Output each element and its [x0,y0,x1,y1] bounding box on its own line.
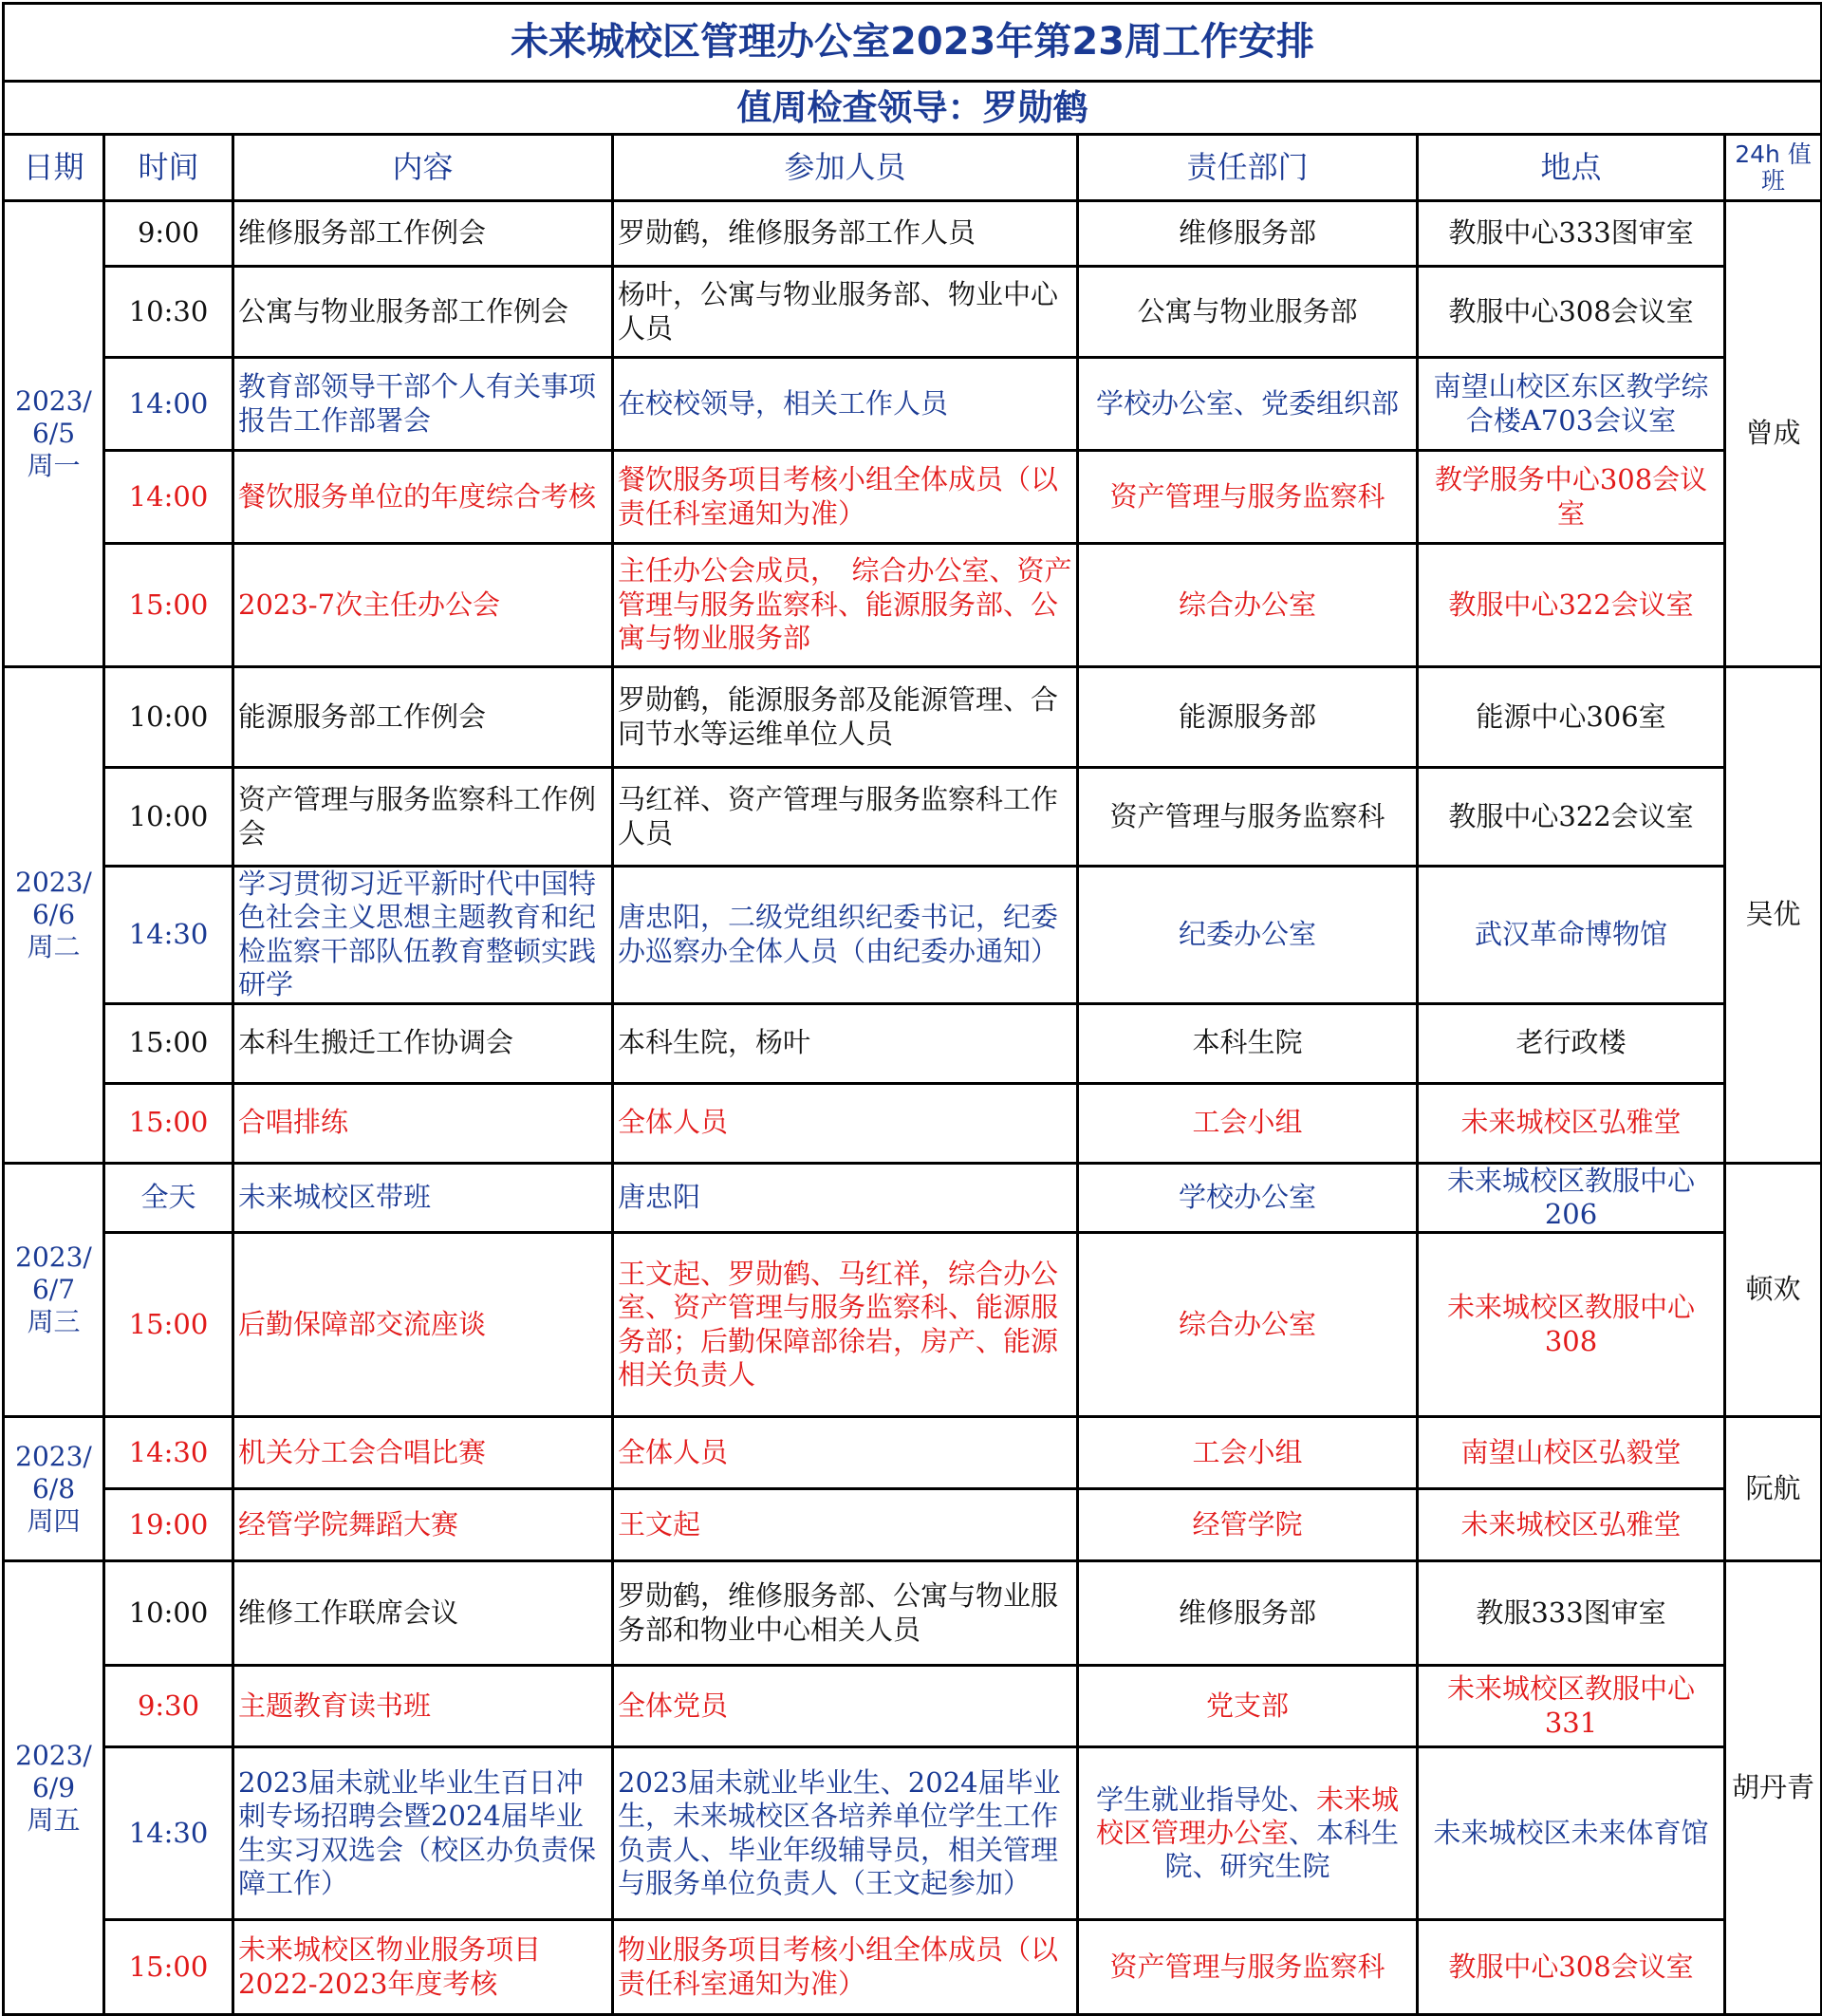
department-cell: 纪委办公室 [1078,867,1418,1004]
schedule-table [2,2,1822,2016]
content-cell: 主题教育读书班 [233,1666,613,1747]
location-cell: 教服333图审室 [1418,1561,1725,1666]
department-cell [1078,1747,1418,1920]
participants-cell: 唐忠阳，二级党组织纪委书记，纪委办巡察办全体人员（由纪委办通知） [613,867,1078,1004]
time-cell: 15:00 [104,1920,233,2015]
weekday-text: 周三 [27,1305,81,1337]
location-cell: 未来城校区未来体育馆 [1418,1747,1725,1920]
weekday-text: 周一 [27,450,81,482]
participants-cell: 餐饮服务项目考核小组全体成员（以责任科室通知为准） [613,451,1078,544]
participants-cell: 罗勋鹤，维修服务部、公寓与物业服务部和物业中心相关人员 [613,1561,1078,1666]
content-cell: 资产管理与服务监察科工作例会 [233,768,613,867]
table-row [4,1561,1822,1666]
date-cell [4,1417,104,1561]
time-cell: 9:30 [104,1666,233,1747]
department-cell: 公寓与物业服务部 [1078,267,1418,358]
department-cell: 能源服务部 [1078,667,1418,768]
department-cell: 经管学院 [1078,1489,1418,1561]
time-cell: 19:00 [104,1489,233,1561]
content-cell: 2023-7次主任办公会 [233,544,613,667]
content-cell: 本科生搬迁工作协调会 [233,1003,613,1083]
content-cell: 教育部领导干部个人有关事项报告工作部署会 [233,358,613,451]
department-part: 学生就业指导处、 [1095,1783,1316,1816]
time-cell: 10:00 [104,768,233,867]
department-cell: 工会小组 [1078,1083,1418,1163]
location-cell: 未来城校区弘雅堂 [1418,1083,1725,1163]
content-cell: 公寓与物业服务部工作例会 [233,267,613,358]
table-row [4,1003,1822,1083]
time-cell: 15:00 [104,1003,233,1083]
location-cell: 南望山校区东区教学综合楼A703会议室 [1418,358,1725,451]
table-row [4,867,1822,1004]
location-cell: 老行政楼 [1418,1003,1725,1083]
duty-person-cell: 曾成 [1725,201,1822,667]
content-cell: 未来城校区物业服务项目2022-2023年度考核 [233,1920,613,2015]
time-cell: 14:00 [104,358,233,451]
department-cell: 资产管理与服务监察科 [1078,768,1418,867]
participants-cell: 马红祥、资产管理与服务监察科工作人员 [613,768,1078,867]
weekday-text: 周四 [27,1504,81,1537]
location-cell: 教学服务中心308会议室 [1418,451,1725,544]
duty-person-cell: 胡丹青 [1725,1561,1822,2015]
date-text: 2023/6/7 [15,1241,92,1305]
time-cell: 10:30 [104,267,233,358]
content-cell: 经管学院舞蹈大赛 [233,1489,613,1561]
department-cell: 资产管理与服务监察科 [1078,451,1418,544]
time-cell: 全天 [104,1163,233,1233]
department-part: 、本科生院、研究生院 [1164,1817,1400,1883]
participants-cell: 2023届未就业毕业生、2024届毕业生，未来城校区各培养单位学生工作负责人、毕业年级辅导员，相关管理与服务单位负责人（王文起参加） [613,1747,1078,1920]
table-row [4,1417,1822,1489]
table-row [4,1233,1822,1417]
weekday-text: 周五 [27,1803,81,1836]
time-cell: 9:00 [104,201,233,267]
location-cell: 武汉革命博物馆 [1418,867,1725,1004]
department-part: 未来城校区管理办公室 [1095,1783,1400,1850]
department-cell: 工会小组 [1078,1417,1418,1489]
participants-cell: 物业服务项目考核小组全体成员（以责任科室通知为准） [613,1920,1078,2015]
location-cell: 教服中心308会议室 [1418,267,1725,358]
table-row [4,201,1822,267]
location-cell: 未来城校区教服中心206 [1418,1163,1725,1233]
time-cell: 15:00 [104,1233,233,1417]
department-cell: 维修服务部 [1078,1561,1418,1666]
department-cell: 党支部 [1078,1666,1418,1747]
content-cell: 餐饮服务单位的年度综合考核 [233,451,613,544]
date-cell [4,1163,104,1417]
time-cell: 10:00 [104,1561,233,1666]
department-cell: 综合办公室 [1078,544,1418,667]
table-row [4,1489,1822,1561]
table-row [4,1666,1822,1747]
duty-person-cell: 顿欢 [1725,1163,1822,1417]
department-cell: 学校办公室、党委组织部 [1078,358,1418,451]
table-row [4,544,1822,667]
participants-cell: 全体人员 [613,1417,1078,1489]
time-cell: 14:30 [104,1747,233,1920]
location-cell: 未来城校区教服中心331 [1418,1666,1725,1747]
department-cell: 资产管理与服务监察科 [1078,1920,1418,2015]
weekday-text: 周二 [27,930,81,962]
header-content: 内容 [233,135,613,201]
date-cell [4,667,104,1164]
date-text: 2023/6/6 [15,866,92,930]
participants-cell: 全体人员 [613,1083,1078,1163]
date-text: 2023/6/9 [15,1739,92,1803]
date-text: 2023/6/8 [15,1440,92,1504]
content-cell: 2023届未就业毕业生百日冲刺专场招聘会暨2024届毕业生实习双选会（校区办负责保障工作） [233,1747,613,1920]
content-cell: 后勤保障部交流座谈 [233,1233,613,1417]
duty-leader: 值周检查领导：罗勋鹤 [4,82,1822,135]
location-cell: 教服中心322会议室 [1418,544,1725,667]
time-cell: 15:00 [104,544,233,667]
header-duty: 24h 值班 [1725,135,1822,201]
table-row [4,1163,1822,1233]
content-cell: 能源服务部工作例会 [233,667,613,768]
table-row [4,768,1822,867]
content-cell: 维修服务部工作例会 [233,201,613,267]
participants-cell: 王文起、罗勋鹤、马红祥，综合办公室、资产管理与服务监察科、能源服务部；后勤保障部徐岩，房产、能源相关负责人 [613,1233,1078,1417]
time-cell: 14:30 [104,1417,233,1489]
table-row [4,267,1822,358]
date-cell [4,1561,104,2015]
location-cell: 教服中心322会议室 [1418,768,1725,867]
time-cell: 10:00 [104,667,233,768]
date-text: 2023/6/5 [15,384,92,449]
location-cell: 未来城校区教服中心308 [1418,1233,1725,1417]
participants-cell: 罗勋鹤，维修服务部工作人员 [613,201,1078,267]
content-cell: 机关分工会合唱比赛 [233,1417,613,1489]
table-row [4,667,1822,768]
content-cell: 维修工作联席会议 [233,1561,613,1666]
duty-person-cell: 阮航 [1725,1417,1822,1561]
location-cell: 南望山校区弘毅堂 [1418,1417,1725,1489]
header-date: 日期 [4,135,104,201]
location-cell: 教服中心308会议室 [1418,1920,1725,2015]
date-cell [4,201,104,667]
participants-cell: 唐忠阳 [613,1163,1078,1233]
participants-cell: 杨叶，公寓与物业服务部、物业中心人员 [613,267,1078,358]
location-cell: 未来城校区弘雅堂 [1418,1489,1725,1561]
content-cell: 合唱排练 [233,1083,613,1163]
participants-cell: 王文起 [613,1489,1078,1561]
location-cell: 教服中心333图审室 [1418,201,1725,267]
header-participants: 参加人员 [613,135,1078,201]
table-row [4,451,1822,544]
header-location: 地点 [1418,135,1725,201]
department-cell: 维修服务部 [1078,201,1418,267]
participants-cell: 主任办公会成员， 综合办公室、资产管理与服务监察科、能源服务部、公寓与物业服务部 [613,544,1078,667]
department-cell: 综合办公室 [1078,1233,1418,1417]
table-row [4,1083,1822,1163]
location-cell: 能源中心306室 [1418,667,1725,768]
table-row [4,1747,1822,1920]
time-cell: 14:30 [104,867,233,1004]
page-title: 未来城校区管理办公室2023年第23周工作安排 [4,4,1822,82]
time-cell: 14:00 [104,451,233,544]
duty-person-cell: 吴优 [1725,667,1822,1164]
participants-cell: 在校校领导，相关工作人员 [613,358,1078,451]
participants-cell: 本科生院，杨叶 [613,1003,1078,1083]
content-cell: 未来城校区带班 [233,1163,613,1233]
header-department: 责任部门 [1078,135,1418,201]
department-cell: 本科生院 [1078,1003,1418,1083]
content-cell: 学习贯彻习近平新时代中国特色社会主义思想主题教育和纪检监察干部队伍教育整顿实践研学 [233,867,613,1004]
table-row [4,358,1822,451]
header-time: 时间 [104,135,233,201]
participants-cell: 罗勋鹤，能源服务部及能源管理、合同节水等运维单位人员 [613,667,1078,768]
department-cell: 学校办公室 [1078,1163,1418,1233]
time-cell: 15:00 [104,1083,233,1163]
participants-cell: 全体党员 [613,1666,1078,1747]
